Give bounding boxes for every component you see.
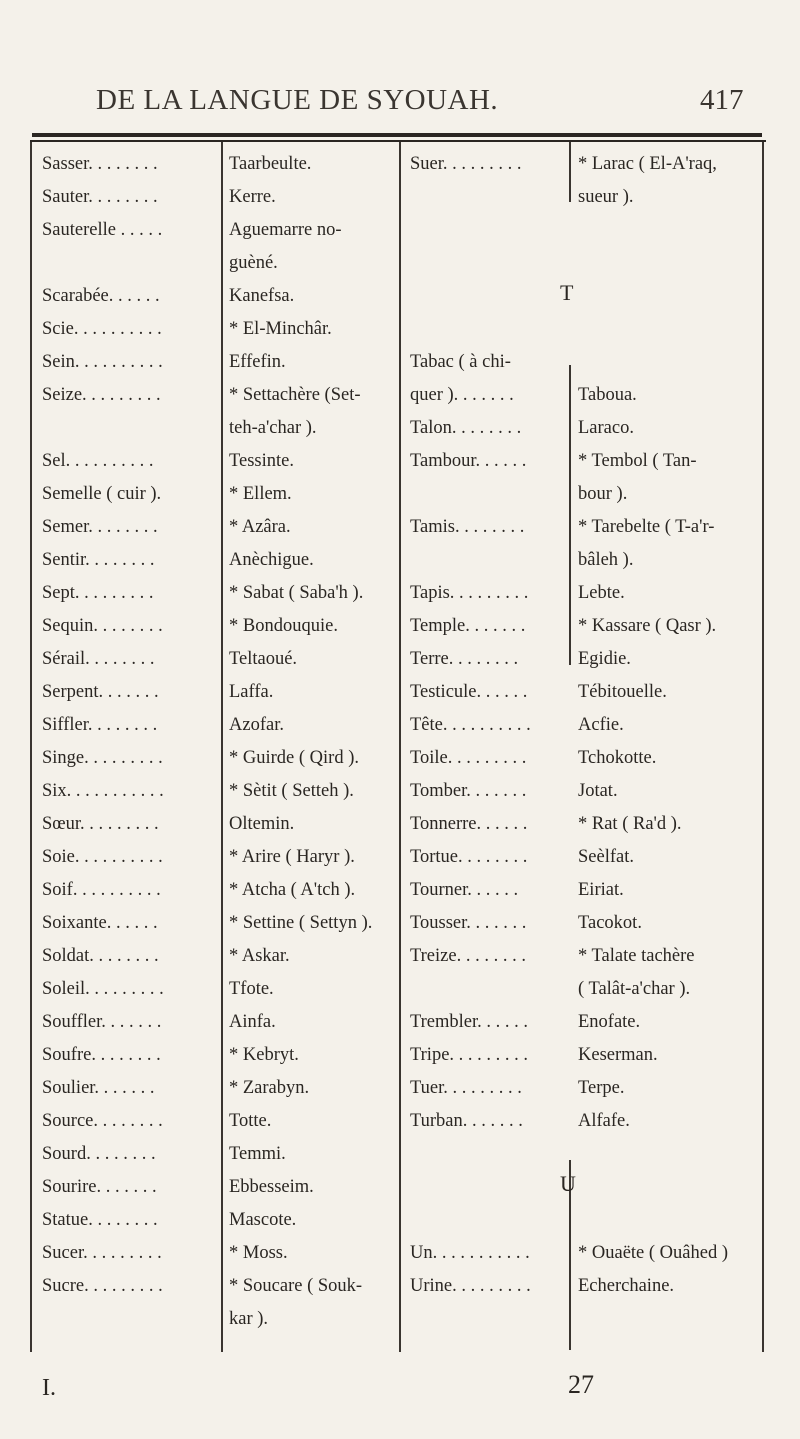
syouah-word: Acfie. <box>578 715 624 735</box>
french-word: Sœur. . . . . . . . . <box>42 814 159 834</box>
french-word: Sauter. . . . . . . . <box>42 187 158 207</box>
syouah-word: * Bondouquie. <box>229 616 338 636</box>
french-word: Soleil. . . . . . . . . <box>42 979 164 999</box>
french-word: Soif. . . . . . . . . . <box>42 880 161 900</box>
french-word: Serpent. . . . . . . <box>42 682 159 702</box>
syouah-word: Kerre. <box>229 187 276 207</box>
french-word: Tabac ( à chi- <box>410 352 511 372</box>
french-word: Source. . . . . . . . <box>42 1111 163 1131</box>
french-word: Sucre. . . . . . . . . <box>42 1276 163 1296</box>
syouah-word: * Kassare ( Qasr ). <box>578 616 717 636</box>
syouah-word: * Zarabyn. <box>229 1078 310 1098</box>
syouah-word: Temmi. <box>229 1144 286 1164</box>
syouah-word: Oltemin. <box>229 814 295 834</box>
french-word: Tortue. . . . . . . . <box>410 847 528 867</box>
french-word: Tête. . . . . . . . . . <box>410 715 531 735</box>
syouah-word: Tessinte. <box>229 451 294 471</box>
syouah-word: Seèlfat. <box>578 847 634 867</box>
french-word: Suer. . . . . . . . . <box>410 154 522 174</box>
syouah-word: Terpe. <box>578 1078 625 1098</box>
french-word: Testicule. . . . . . <box>410 682 528 702</box>
syouah-word: Taarbeulte. <box>229 154 312 174</box>
signature-mark: I. <box>42 1375 56 1401</box>
section-letter: T <box>560 280 574 305</box>
syouah-word: * Azâra. <box>229 517 291 537</box>
french-word: quer ). . . . . . . <box>410 385 514 405</box>
sheet-number: 27 <box>568 1370 594 1399</box>
syouah-word: Kanefsa. <box>229 286 295 306</box>
syouah-word: Aguemarre no- <box>229 220 342 240</box>
syouah-word: * Talate tachère <box>578 946 695 966</box>
french-word: Tousser. . . . . . . <box>410 913 527 933</box>
french-word: Sourire. . . . . . . <box>42 1177 157 1197</box>
french-word: Scie. . . . . . . . . . <box>42 319 162 339</box>
french-word: Tamis. . . . . . . . <box>410 517 525 537</box>
syouah-word: Keserman. <box>578 1045 658 1065</box>
french-word: Treize. . . . . . . . <box>410 946 526 966</box>
syouah-word: * Rat ( Ra'd ). <box>578 814 682 834</box>
running-title: DE LA LANGUE DE SYOUAH. <box>96 84 499 116</box>
french-word: Scarabée. . . . . . <box>42 286 160 306</box>
french-word: Sasser. . . . . . . . <box>42 154 158 174</box>
french-word: Sourd. . . . . . . . <box>42 1144 156 1164</box>
syouah-word: Tébitouelle. <box>578 682 667 702</box>
syouah-word: * Kebryt. <box>229 1045 299 1065</box>
syouah-word: ( Talât-a'char ). <box>578 979 691 999</box>
syouah-word: Ebbesseim. <box>229 1177 314 1197</box>
syouah-word: Anèchigue. <box>229 550 314 570</box>
french-word: Tourner. . . . . . <box>410 880 519 900</box>
syouah-word: kar ). <box>229 1309 269 1329</box>
syouah-word: Tacokot. <box>578 913 642 933</box>
syouah-word: * Moss. <box>229 1243 288 1263</box>
syouah-word: Azofar. <box>229 715 284 735</box>
french-word: Semer. . . . . . . . <box>42 517 158 537</box>
french-word: Souffler. . . . . . . <box>42 1012 162 1032</box>
french-word: Singe. . . . . . . . . <box>42 748 163 768</box>
syouah-word: sueur ). <box>578 187 634 207</box>
french-word: Seize. . . . . . . . . <box>42 385 161 405</box>
syouah-word: * Tembol ( Tan- <box>578 451 697 471</box>
syouah-word: * Guirde ( Qird ). <box>229 748 359 768</box>
syouah-word: Jotat. <box>578 781 618 801</box>
french-word: Sentir. . . . . . . . <box>42 550 155 570</box>
french-word: Tuer. . . . . . . . . <box>410 1078 522 1098</box>
french-word: Urine. . . . . . . . . <box>410 1276 531 1296</box>
french-word: Siffler. . . . . . . . <box>42 715 158 735</box>
syouah-word: Mascote. <box>229 1210 297 1230</box>
page-number: 417 <box>700 84 744 116</box>
french-word: Six. . . . . . . . . . . <box>42 781 164 801</box>
section-letter: U <box>560 1171 576 1196</box>
syouah-word: * Ellem. <box>229 484 292 504</box>
french-word: Toile. . . . . . . . . <box>410 748 527 768</box>
syouah-word: * Sètit ( Setteh ). <box>229 781 354 801</box>
french-word: Tapis. . . . . . . . . <box>410 583 529 603</box>
syouah-word: bâleh ). <box>578 550 634 570</box>
french-word: Semelle ( cuir ). <box>42 484 162 504</box>
french-word: Temple. . . . . . . <box>410 616 526 636</box>
french-word: Trembler. . . . . . <box>410 1012 529 1032</box>
syouah-word: Tchokotte. <box>578 748 657 768</box>
syouah-word: Echerchaine. <box>578 1276 675 1296</box>
syouah-word: Eiriat. <box>578 880 624 900</box>
french-word: Statue. . . . . . . . <box>42 1210 158 1230</box>
french-word: Sérail. . . . . . . . <box>42 649 155 669</box>
french-word: Sept. . . . . . . . . <box>42 583 154 603</box>
syouah-word: Totte. <box>229 1111 272 1131</box>
syouah-word: bour ). <box>578 484 628 504</box>
syouah-word: Lebte. <box>578 583 625 603</box>
syouah-word: Alfafe. <box>578 1111 630 1131</box>
french-word: Tripe. . . . . . . . . <box>410 1045 529 1065</box>
syouah-word: Laraco. <box>578 418 634 438</box>
french-word: Soulier. . . . . . . <box>42 1078 155 1098</box>
french-word: Soie. . . . . . . . . . <box>42 847 163 867</box>
syouah-word: Teltaoué. <box>229 649 298 669</box>
french-word: Soixante. . . . . . <box>42 913 158 933</box>
french-word: Talon. . . . . . . . <box>410 418 522 438</box>
french-word: Tomber. . . . . . . <box>410 781 527 801</box>
syouah-word: Tfote. <box>229 979 274 999</box>
syouah-word: * Arire ( Haryr ). <box>229 847 355 867</box>
french-word: Tonnerre. . . . . . <box>410 814 528 834</box>
syouah-word: * Askar. <box>229 946 290 966</box>
syouah-word: Egidie. <box>578 649 631 669</box>
syouah-word: guèné. <box>229 253 278 273</box>
syouah-word: * Settachère (Set- <box>229 385 361 405</box>
syouah-word: * Atcha ( A'tch ). <box>229 880 356 900</box>
syouah-word: * Soucare ( Souk- <box>229 1276 363 1296</box>
syouah-word: * Ouaëte ( Ouâhed ) <box>578 1243 728 1263</box>
syouah-word: Enofate. <box>578 1012 641 1032</box>
syouah-word: * Larac ( El-A'raq, <box>578 154 717 174</box>
french-word: Sucer. . . . . . . . . <box>42 1243 162 1263</box>
french-word: Terre. . . . . . . . <box>410 649 519 669</box>
syouah-word: * Settine ( Settyn ). <box>229 913 373 933</box>
syouah-word: teh-a'char ). <box>229 418 317 438</box>
french-word: Un. . . . . . . . . . . <box>410 1243 530 1263</box>
syouah-word: * El-Minchâr. <box>229 319 332 339</box>
french-word: Sel. . . . . . . . . . <box>42 451 154 471</box>
french-word: Soldat. . . . . . . . <box>42 946 159 966</box>
french-word: Sauterelle . . . . . <box>42 220 163 240</box>
syouah-word: * Sabat ( Saba'h ). <box>229 583 364 603</box>
french-word: Sequin. . . . . . . . <box>42 616 163 636</box>
french-word: Sein. . . . . . . . . . <box>42 352 163 372</box>
french-word: Turban. . . . . . . <box>410 1111 523 1131</box>
french-word: Soufre. . . . . . . . <box>42 1045 161 1065</box>
syouah-word: Effefin. <box>229 352 286 372</box>
syouah-word: * Tarebelte ( T-a'r- <box>578 517 715 537</box>
syouah-word: Ainfa. <box>229 1012 276 1032</box>
french-word: Tambour. . . . . . <box>410 451 527 471</box>
syouah-word: Laffa. <box>229 682 274 702</box>
syouah-word: Taboua. <box>578 385 637 405</box>
